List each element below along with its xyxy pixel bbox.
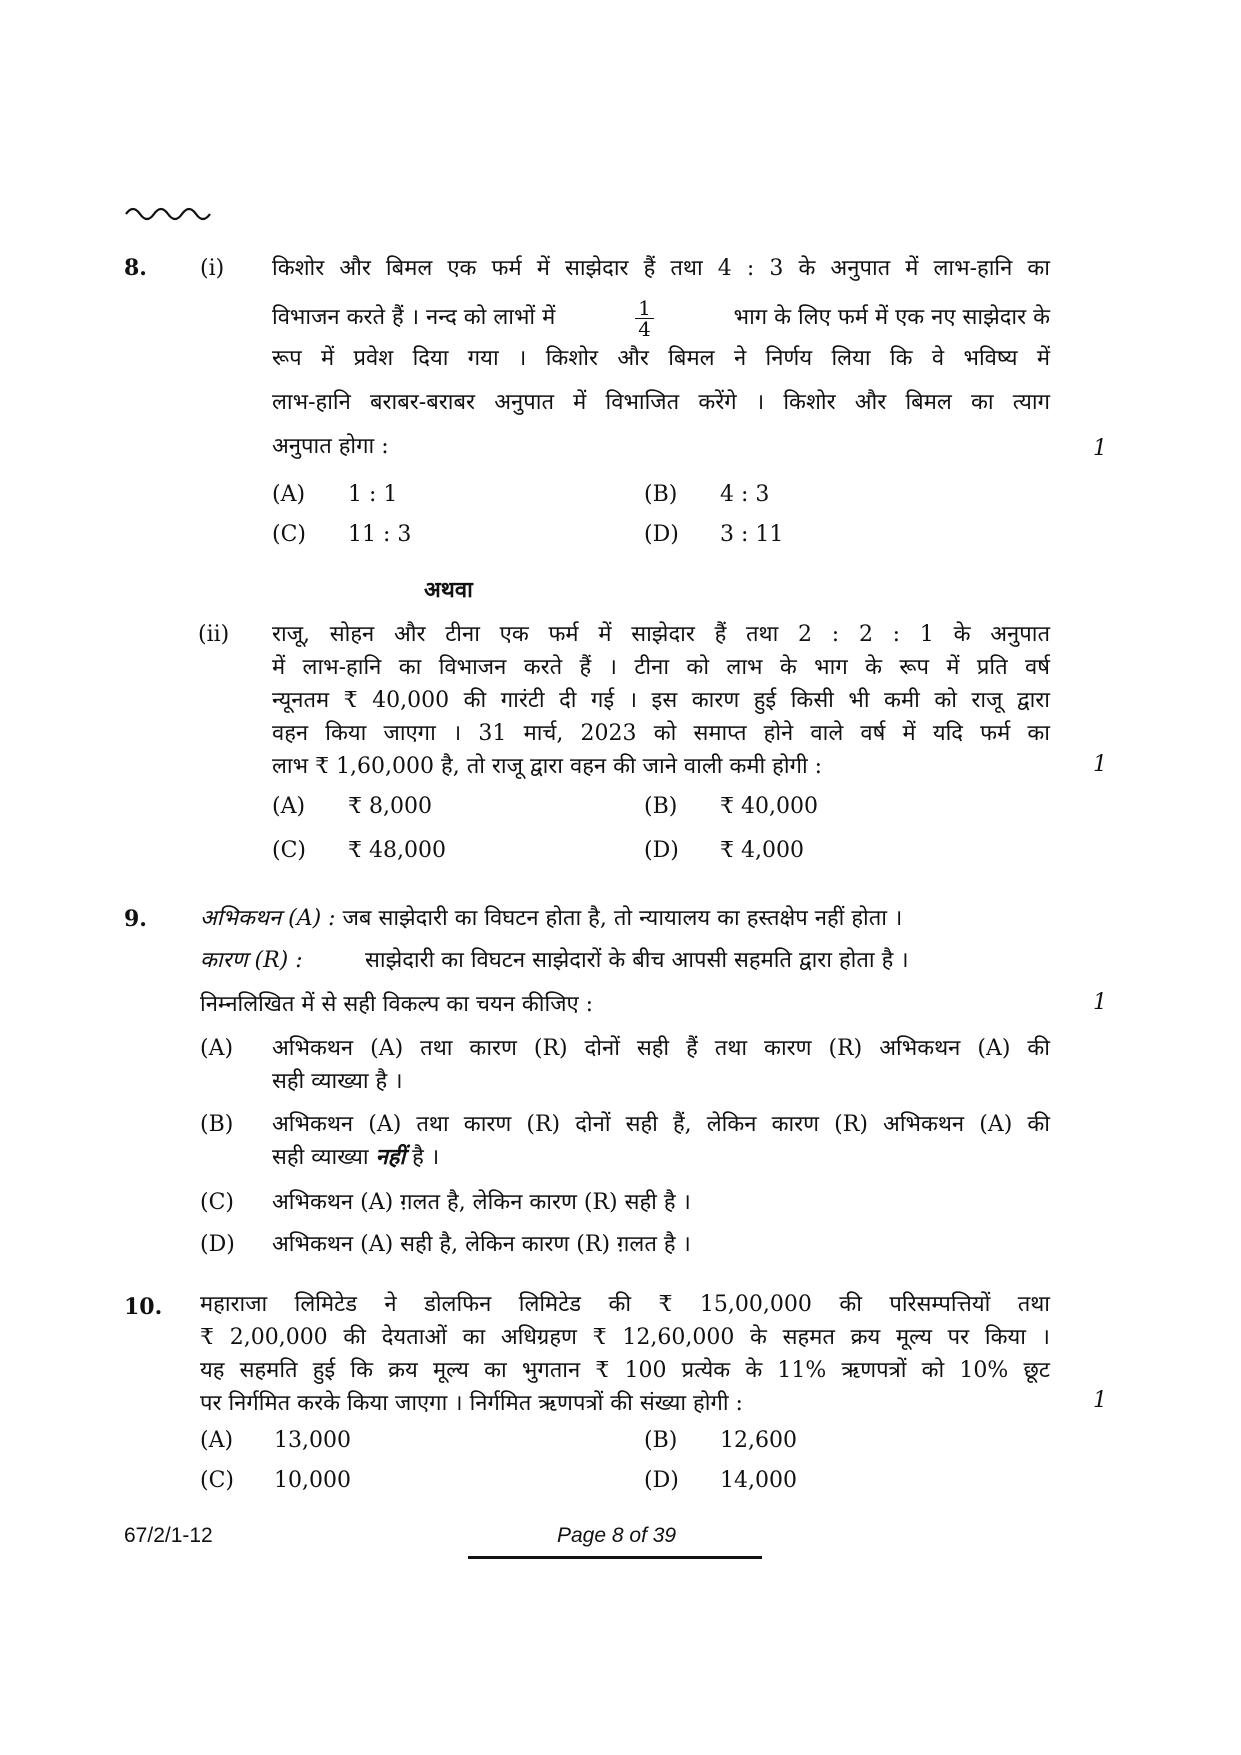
fraction-denominator: 4	[638, 316, 651, 341]
q10-line4: पर निर्गमित करके किया जाएगा । निर्गमित ऋणपत्रों की संख्या होगी :	[200, 1391, 743, 1416]
q10-line3: यह सहमति हुई कि क्रय मूल्य का भुगतान ₹ 100 प्रत्येक के 11% ऋणपत्रों को 10% छूट	[200, 1358, 1050, 1383]
assertion-label: अभिकथन (A) :	[200, 906, 336, 931]
option-value: ₹ 4,000	[720, 838, 804, 863]
q8-part2-line4: वहन किया जाएगा । 31 मार्च, 2023 को समाप्त होने वाले वर्ष में यदि फर्म का	[272, 721, 1050, 746]
option-line: अभिकथन (A) ग़लत है, लेकिन कारण (R) सही है ।	[272, 1190, 691, 1215]
reason-text: साझेदारी का विघटन साझेदारों के बीच आपसी सहमति द्वारा होता है ।	[365, 948, 909, 973]
fraction-one-fourth	[635, 295, 654, 341]
option-value: ₹ 48,000	[348, 838, 446, 863]
option-label: (A)	[200, 1428, 234, 1453]
part-label-i: (i)	[200, 256, 225, 281]
option-line: अभिकथन (A) सही है, लेकिन कारण (R) ग़लत है ।	[272, 1232, 691, 1257]
option-value: 4 : 3	[720, 482, 770, 507]
q9-reason	[200, 944, 1060, 978]
option-value: 13,000	[274, 1428, 351, 1453]
option-label: (A)	[272, 482, 306, 507]
option-line	[272, 1141, 1050, 1174]
option-value: 14,000	[720, 1468, 797, 1493]
option-label: (D)	[644, 1468, 679, 1493]
fraction-numerator: 1	[635, 298, 654, 319]
option-line-pre: सही व्याख्या	[272, 1145, 369, 1170]
q8-part1-line2-post: भाग के लिए फर्म में एक नए साझेदार के	[733, 305, 1050, 330]
option-value: ₹ 8,000	[348, 794, 432, 819]
question-number-8: 8.	[124, 255, 147, 281]
option-label: (D)	[200, 1232, 235, 1257]
q10-line2: ₹ 2,00,000 की देयताओं का अधिग्रहण ₹ 12,60,000 के सहमत क्रय मूल्य पर किया ।	[200, 1325, 1050, 1350]
q8-part1-line4: लाभ-हानि बराबर-बराबर अनुपात में विभाजित करेंगे । किशोर और बिमल का त्याग	[272, 390, 1050, 415]
option-label: (A)	[200, 1036, 234, 1061]
option-value: 12,600	[720, 1428, 797, 1453]
assertion-text: जब साझेदारी का विघटन होता है, तो न्यायालय का हस्तक्षेप नहीं होता ।	[342, 906, 903, 931]
option-label: (C)	[272, 838, 306, 863]
page-number: Page 8 of 39	[557, 1524, 677, 1547]
part-label-ii: (ii)	[198, 622, 230, 647]
option-value: ₹ 40,000	[720, 794, 818, 819]
q8-part2-line5: लाभ ₹ 1,60,000 है, तो राजू द्वारा वहन की जाने वाली कमी होगी :	[272, 754, 823, 779]
q9-option-a-text	[272, 1032, 1050, 1098]
q8-part1-line5: अनुपात होगा :	[272, 434, 389, 459]
option-line-post: है ।	[412, 1145, 440, 1170]
q8-part2-line2: में लाभ-हानि का विभाजन करते हैं । टीना को लाभ के भाग के रूप में प्रति वर्ष	[272, 655, 1050, 680]
q10-line1: महाराजा लिमिटेड ने डोलफिन लिमिटेड की ₹ 15,00,000 की परिसम्पत्तियों तथा	[200, 1292, 1050, 1317]
option-value: 11 : 3	[348, 522, 412, 547]
q8-part2-line1: राजू, सोहन और टीना एक फर्म में साझेदार हैं तथा 2 : 2 : 1 के अनुपात	[272, 622, 1050, 647]
option-value: 10,000	[274, 1468, 351, 1493]
option-value: 1 : 1	[348, 482, 398, 507]
option-label: (A)	[272, 794, 306, 819]
q8-part1-text	[272, 252, 1050, 474]
q9-instruction: निम्नलिखित में से सही विकल्प का चयन कीजिए :	[200, 992, 594, 1017]
option-label: (B)	[644, 482, 678, 507]
option-label: (B)	[644, 794, 678, 819]
q8-part1-marks: 1	[1093, 436, 1107, 461]
q8-part1-line3: रूप में प्रवेश दिया गया । किशोर और बिमल ने निर्णय लिया कि वे भविष्य में	[272, 346, 1050, 371]
option-value: 3 : 11	[720, 522, 784, 547]
paper-code: 67/2/1-12	[124, 1524, 213, 1547]
option-label: (B)	[200, 1112, 234, 1137]
option-line: अभिकथन (A) तथा कारण (R) दोनों सही हैं, लेकिन कारण (R) अभिकथन (A) की	[272, 1112, 1050, 1137]
reason-label: कारण (R) :	[200, 948, 303, 973]
emphasis-not: नहीं	[375, 1144, 406, 1170]
q9-marks: 1	[1093, 990, 1107, 1015]
q10-marks: 1	[1093, 1388, 1107, 1413]
q8-part1-line1: किशोर और बिमल एक फर्म में साझेदार हैं तथा 4 : 3 के अनुपात में लाभ-हानि का	[272, 256, 1050, 281]
q8-part2-text	[272, 618, 1050, 783]
q9-option-b-text	[272, 1108, 1050, 1174]
option-label: (C)	[200, 1468, 234, 1493]
option-label: (C)	[272, 522, 306, 547]
footer-rule	[468, 1556, 762, 1559]
wave-ornament-icon	[124, 200, 214, 224]
question-number-9: 9.	[124, 906, 147, 932]
q8-part2-marks: 1	[1093, 752, 1107, 777]
option-label: (D)	[644, 522, 679, 547]
q8-part2-line3: न्यूनतम ₹ 40,000 की गारंटी दी गई । इस कारण हुई किसी भी कमी को राजू द्वारा	[272, 688, 1050, 713]
option-label: (B)	[644, 1428, 678, 1453]
q8-part1-line2-pre: विभाजन करते हैं । नन्द को लाभों में	[272, 305, 556, 330]
option-line: अभिकथन (A) तथा कारण (R) दोनों सही हैं तथा कारण (R) अभिकथन (A) की	[272, 1036, 1050, 1061]
option-label: (C)	[200, 1190, 234, 1215]
question-number-10: 10.	[124, 1294, 163, 1320]
q8-part1-line2	[272, 296, 1050, 340]
q9-assertion	[200, 902, 1060, 936]
option-line: सही व्याख्या है ।	[272, 1069, 403, 1094]
option-label: (D)	[644, 838, 679, 863]
q10-text	[200, 1288, 1050, 1420]
or-label: अथवा	[424, 577, 473, 603]
